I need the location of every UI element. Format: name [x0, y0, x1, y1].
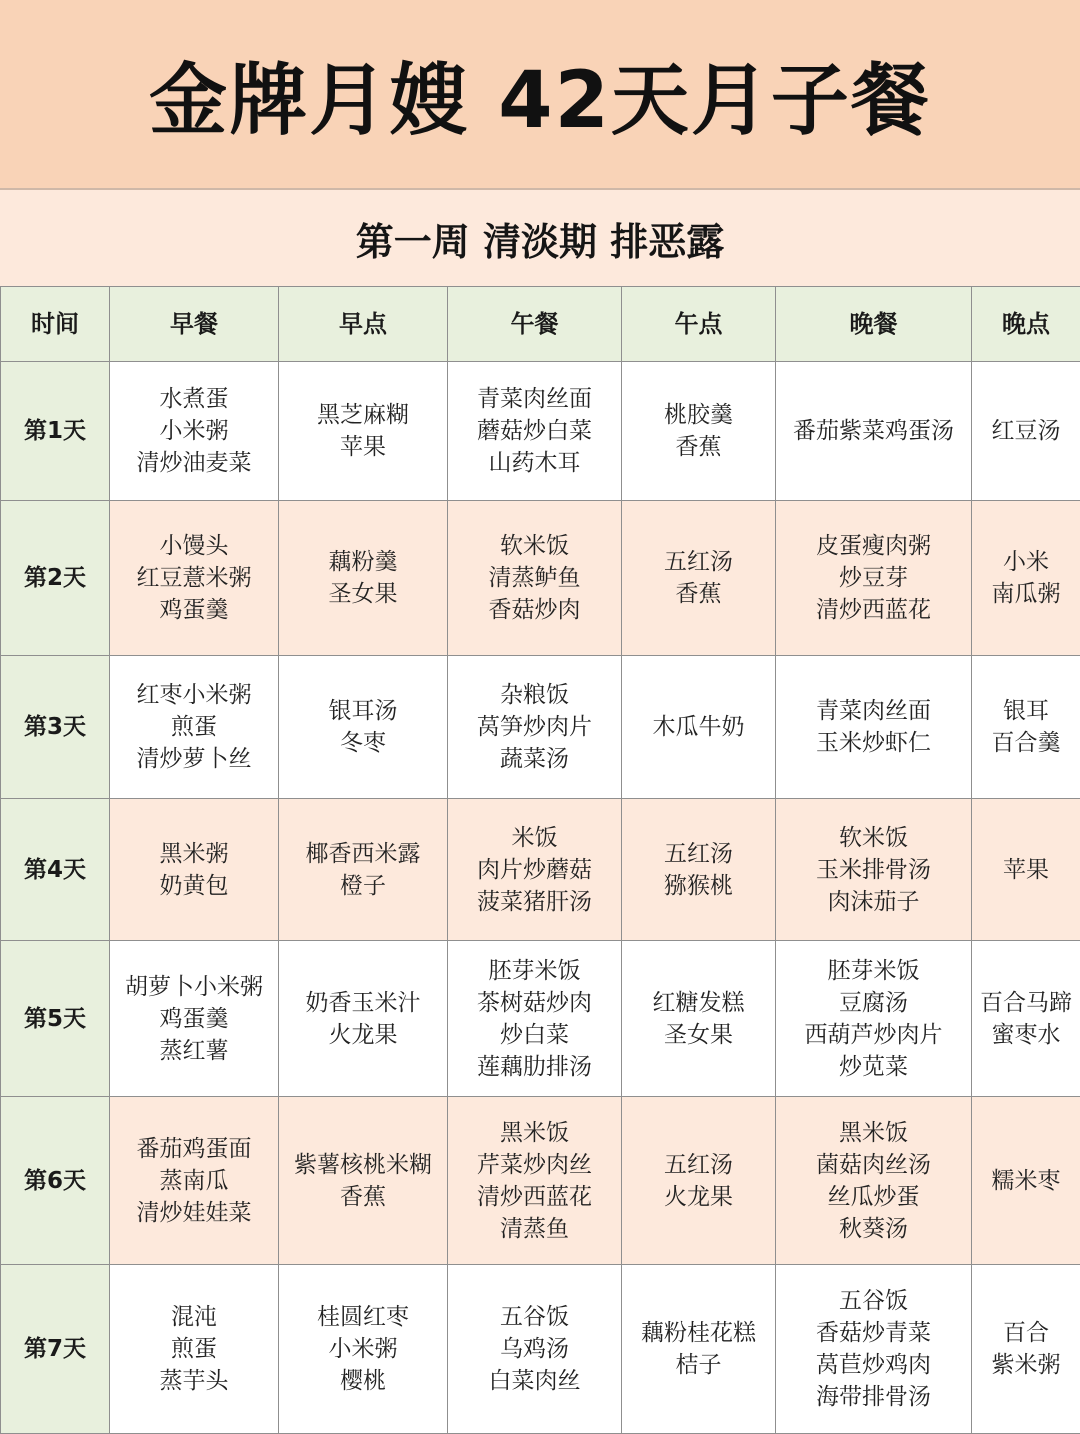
menu-item: 炒豆芽	[780, 562, 967, 594]
table-header-row	[1, 287, 1080, 362]
menu-item: 玉米排骨汤	[780, 854, 967, 886]
menu-item: 番茄紫菜鸡蛋汤	[780, 415, 967, 447]
menu-item: 秋葵汤	[780, 1213, 967, 1245]
menu-item: 冬枣	[283, 727, 443, 759]
week-subtitle: 第一周 清淡期 排恶露	[356, 211, 724, 266]
menu-item: 奶黄包	[114, 870, 274, 902]
menu-item: 杂粮饭	[452, 679, 617, 711]
menu-item: 南瓜粥	[976, 578, 1076, 610]
menu-item: 水煮蛋	[114, 383, 274, 415]
lunch-cell	[448, 656, 622, 799]
day-label: 第2天	[1, 501, 110, 656]
breakfast-cell	[110, 1265, 279, 1434]
menu-item: 五谷饭	[452, 1301, 617, 1333]
subtitle-banner	[0, 190, 1080, 286]
breakfast-cell	[110, 501, 279, 656]
menu-item: 香菇炒肉	[452, 594, 617, 626]
lunch-cell	[448, 1265, 622, 1434]
menu-item: 桔子	[626, 1349, 771, 1381]
menu-item: 软米饭	[780, 822, 967, 854]
menu-item: 五红汤	[626, 1149, 771, 1181]
night-snack-cell	[972, 656, 1080, 799]
menu-item: 胚芽米饭	[780, 955, 967, 987]
afternoon-snack-cell	[622, 362, 776, 501]
breakfast-cell	[110, 941, 279, 1097]
menu-item: 茶树菇炒肉	[452, 987, 617, 1019]
menu-item: 鸡蛋羹	[114, 594, 274, 626]
menu-item: 西葫芦炒肉片	[780, 1019, 967, 1051]
dinner-cell	[776, 362, 972, 501]
night-snack-cell	[972, 362, 1080, 501]
menu-item: 黑芝麻糊	[283, 399, 443, 431]
menu-item: 清炒西蓝花	[780, 594, 967, 626]
menu-item: 糯米枣	[976, 1165, 1076, 1197]
menu-item: 芹菜炒肉丝	[452, 1149, 617, 1181]
menu-item: 煎蛋	[114, 1333, 274, 1365]
afternoon-snack-cell	[622, 656, 776, 799]
menu-item: 香蕉	[626, 578, 771, 610]
morning-snack-cell	[279, 362, 448, 501]
menu-item: 菌菇肉丝汤	[780, 1149, 967, 1181]
menu-item: 清蒸鱼	[452, 1213, 617, 1245]
night-snack-cell	[972, 501, 1080, 656]
column-header-dinner: 晚餐	[776, 287, 972, 362]
menu-item: 蒸红薯	[114, 1035, 274, 1067]
menu-item: 蘑菇炒白菜	[452, 415, 617, 447]
menu-item: 蒸芋头	[114, 1365, 274, 1397]
afternoon-snack-cell	[622, 501, 776, 656]
menu-item: 胡萝卜小米粥	[114, 971, 274, 1003]
day-label: 第4天	[1, 799, 110, 941]
menu-item: 小米粥	[114, 415, 274, 447]
menu-item: 银耳汤	[283, 695, 443, 727]
menu-item: 清炒娃娃菜	[114, 1197, 274, 1229]
night-snack-cell	[972, 941, 1080, 1097]
menu-item: 苹果	[976, 854, 1076, 886]
night-snack-cell	[972, 1265, 1080, 1434]
menu-item: 小米粥	[283, 1333, 443, 1365]
menu-item: 蔬菜汤	[452, 743, 617, 775]
column-header-afternoon-snack: 午点	[622, 287, 776, 362]
breakfast-cell	[110, 1097, 279, 1265]
dinner-cell	[776, 799, 972, 941]
menu-item: 香蕉	[283, 1181, 443, 1213]
column-header-lunch: 午餐	[448, 287, 622, 362]
meal-plan-table	[0, 286, 1080, 1434]
dinner-cell	[776, 501, 972, 656]
menu-item: 黑米粥	[114, 838, 274, 870]
table-row	[1, 799, 1080, 941]
menu-item: 五红汤	[626, 838, 771, 870]
column-header-night-snack: 晚点	[972, 287, 1080, 362]
breakfast-cell	[110, 656, 279, 799]
menu-item: 银耳	[976, 695, 1076, 727]
column-header-time: 时间	[1, 287, 110, 362]
day-label: 第6天	[1, 1097, 110, 1265]
menu-item: 黑米饭	[780, 1117, 967, 1149]
menu-item: 五红汤	[626, 546, 771, 578]
menu-item: 火龙果	[626, 1181, 771, 1213]
afternoon-snack-cell	[622, 941, 776, 1097]
menu-item: 香蕉	[626, 431, 771, 463]
table-row	[1, 941, 1080, 1097]
menu-item: 鸡蛋羹	[114, 1003, 274, 1035]
menu-item: 胚芽米饭	[452, 955, 617, 987]
menu-item: 清炒萝卜丝	[114, 743, 274, 775]
lunch-cell	[448, 799, 622, 941]
menu-item: 青菜肉丝面	[452, 383, 617, 415]
menu-item: 圣女果	[626, 1019, 771, 1051]
menu-item: 青菜肉丝面	[780, 695, 967, 727]
menu-item: 奶香玉米汁	[283, 987, 443, 1019]
menu-item: 红枣小米粥	[114, 679, 274, 711]
menu-item: 圣女果	[283, 578, 443, 610]
menu-item: 乌鸡汤	[452, 1333, 617, 1365]
menu-item: 红糖发糕	[626, 987, 771, 1019]
menu-item: 豆腐汤	[780, 987, 967, 1019]
menu-item: 清炒西蓝花	[452, 1181, 617, 1213]
menu-item: 肉片炒蘑菇	[452, 854, 617, 886]
night-snack-cell	[972, 799, 1080, 941]
menu-item: 炒白菜	[452, 1019, 617, 1051]
menu-item: 米饭	[452, 822, 617, 854]
menu-item: 红豆薏米粥	[114, 562, 274, 594]
afternoon-snack-cell	[622, 1097, 776, 1265]
table-row	[1, 362, 1080, 501]
morning-snack-cell	[279, 656, 448, 799]
menu-item: 藕粉桂花糕	[626, 1317, 771, 1349]
menu-item: 小米	[976, 546, 1076, 578]
menu-item: 莴苣炒鸡肉	[780, 1349, 967, 1381]
dinner-cell	[776, 656, 972, 799]
menu-item: 木瓜牛奶	[626, 711, 771, 743]
morning-snack-cell	[279, 799, 448, 941]
menu-item: 藕粉羹	[283, 546, 443, 578]
lunch-cell	[448, 362, 622, 501]
menu-item: 煎蛋	[114, 711, 274, 743]
table-row	[1, 1265, 1080, 1434]
morning-snack-cell	[279, 501, 448, 656]
afternoon-snack-cell	[622, 1265, 776, 1434]
menu-item: 橙子	[283, 870, 443, 902]
menu-item: 小馒头	[114, 530, 274, 562]
menu-item: 菠菜猪肝汤	[452, 886, 617, 918]
menu-item: 丝瓜炒蛋	[780, 1181, 967, 1213]
menu-item: 苹果	[283, 431, 443, 463]
menu-item: 白菜肉丝	[452, 1365, 617, 1397]
column-header-breakfast: 早餐	[110, 287, 279, 362]
menu-item: 混沌	[114, 1301, 274, 1333]
night-snack-cell	[972, 1097, 1080, 1265]
menu-item: 肉沫茄子	[780, 886, 967, 918]
menu-item: 香菇炒青菜	[780, 1317, 967, 1349]
day-label: 第3天	[1, 656, 110, 799]
dinner-cell	[776, 1265, 972, 1434]
page-title: 金牌月嫂 42天月子餐	[149, 38, 931, 150]
day-label: 第7天	[1, 1265, 110, 1434]
menu-item: 皮蛋瘦肉粥	[780, 530, 967, 562]
breakfast-cell	[110, 799, 279, 941]
menu-item: 紫米粥	[976, 1349, 1076, 1381]
dinner-cell	[776, 1097, 972, 1265]
title-banner	[0, 0, 1080, 190]
day-label: 第1天	[1, 362, 110, 501]
menu-item: 软米饭	[452, 530, 617, 562]
menu-item: 蜜枣水	[976, 1019, 1076, 1051]
breakfast-cell	[110, 362, 279, 501]
table-row	[1, 501, 1080, 656]
table-body	[1, 362, 1080, 1434]
afternoon-snack-cell	[622, 799, 776, 941]
menu-item: 黑米饭	[452, 1117, 617, 1149]
menu-item: 莴笋炒肉片	[452, 711, 617, 743]
morning-snack-cell	[279, 941, 448, 1097]
menu-item: 百合马蹄	[976, 987, 1076, 1019]
day-label: 第5天	[1, 941, 110, 1097]
menu-item: 红豆汤	[976, 415, 1076, 447]
lunch-cell	[448, 941, 622, 1097]
menu-item: 紫薯核桃米糊	[283, 1149, 443, 1181]
table-row	[1, 1097, 1080, 1265]
lunch-cell	[448, 501, 622, 656]
menu-item: 莲藕肋排汤	[452, 1051, 617, 1083]
menu-item: 清炒油麦菜	[114, 447, 274, 479]
menu-item: 海带排骨汤	[780, 1381, 967, 1413]
table-row	[1, 656, 1080, 799]
menu-item: 炒苋菜	[780, 1051, 967, 1083]
menu-item: 百合	[976, 1317, 1076, 1349]
menu-item: 五谷饭	[780, 1285, 967, 1317]
menu-item: 蒸南瓜	[114, 1165, 274, 1197]
column-header-morning-snack: 早点	[279, 287, 448, 362]
menu-item: 樱桃	[283, 1365, 443, 1397]
menu-item: 椰香西米露	[283, 838, 443, 870]
morning-snack-cell	[279, 1097, 448, 1265]
menu-item: 猕猴桃	[626, 870, 771, 902]
menu-item: 桂圆红枣	[283, 1301, 443, 1333]
lunch-cell	[448, 1097, 622, 1265]
menu-item: 百合羹	[976, 727, 1076, 759]
menu-item: 火龙果	[283, 1019, 443, 1051]
menu-item: 清蒸鲈鱼	[452, 562, 617, 594]
dinner-cell	[776, 941, 972, 1097]
menu-item: 玉米炒虾仁	[780, 727, 967, 759]
menu-item: 山药木耳	[452, 447, 617, 479]
menu-item: 桃胶羹	[626, 399, 771, 431]
morning-snack-cell	[279, 1265, 448, 1434]
menu-item: 番茄鸡蛋面	[114, 1133, 274, 1165]
